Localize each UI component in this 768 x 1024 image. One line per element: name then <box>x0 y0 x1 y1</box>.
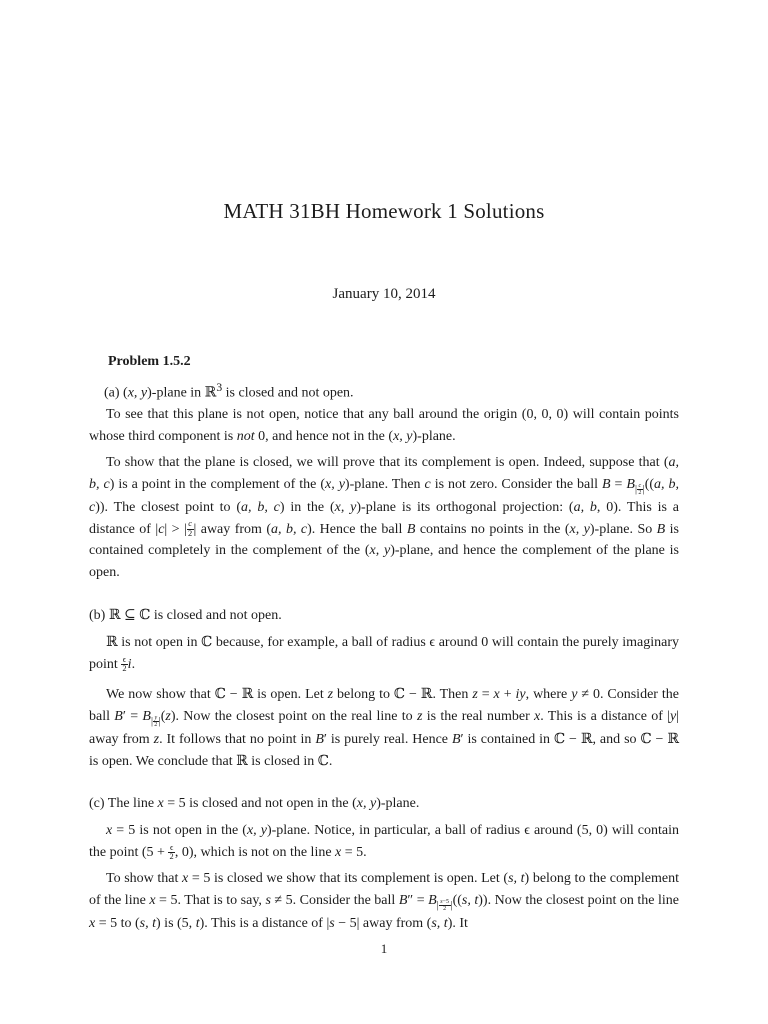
page-number: 1 <box>380 941 388 956</box>
section-b-heading: (b) ℝ ⊆ ℂ is closed and not open. <box>89 608 282 623</box>
section-b-paragraph-2: We now show that ℂ − ℝ is open. Let z belong to ℂ − ℝ. Then z = x + iy, where y ≠ 0. Consider the ball $B' = B_{| \frac{y}{2} |}(z)$. Now the closest point on the real line to z is the real number x. This is a distance of |y| away from z. It follows that no point in B′ is purely real. Hence B′ is contained in ℂ − ℝ, and so ℂ − ℝ is open. We conclude that ℝ is closed in ℂ. <box>89 687 679 769</box>
section-c-paragraph-1: x = 5 is not open in the (x, y)-plane. Notice, in particular, a ball of radius ϵ around (5, 0) will contain the point (5 + $\frac{\epsilon}{2}$ , 0), which is not on the line x = 5. <box>89 823 680 862</box>
section-b-paragraph-1: ℝ is not open in ℂ because, for example, a ball of radius ϵ around 0 will contain the purely imaginary point $\frac{\epsilon}{2}$ i. <box>89 635 679 674</box>
document-title: MATH 31BH Homework 1 Solutions <box>223 199 545 223</box>
section-a-paragraph-2: To show that the plane is closed, we will prove that its complement is open. Indeed, suppose that (a, b, c) is a point in the complement of the (x, y)-plane. Then c is not zero. Consider the ball $B = B_{| \frac{c}{2} |}((a$, b, c)). The closest point to (a, b, c) in the (x, y)-plane is its orthogonal projection: (a, b, 0). This is a distance of |c| > | $\frac{c}{2}$ | away from (a, b, c). Hence the ball B contains no points in the (x, y)-plane. So B is contained completely in the complement of the (x, y)-plane, and hence the complement of the plane is open. <box>89 455 680 581</box>
section-a-paragraph-1: To see that this plane is not open, notice that any ball around the origin (0, 0, 0) will contain points whose third component is not 0, and hence not in the (x, y)-plane. <box>89 407 679 444</box>
document-date: January 10, 2014 <box>332 286 436 302</box>
section-a-heading: (a) (x, y)-plane in ℝ$^3$ is closed and not open. <box>104 381 354 401</box>
section-c-heading: (c) The line x = 5 is closed and not open in the (x, y)-plane. <box>89 796 420 811</box>
problem-heading: Problem 1.5.2 <box>108 354 191 369</box>
section-c-paragraph-2: To show that x = 5 is closed we show that its complement is open. Let (s, t) belong to the complement of the line x = 5. That is to say, s ≠ 5. Consider the ball $B'' = B_{| \frac{s-5}{2} |}((s$, t)). Now the closest point on the line x = 5 to (s, t) is (5, t). This is a distance of |s − 5| away from (s, t). It <box>89 871 679 931</box>
